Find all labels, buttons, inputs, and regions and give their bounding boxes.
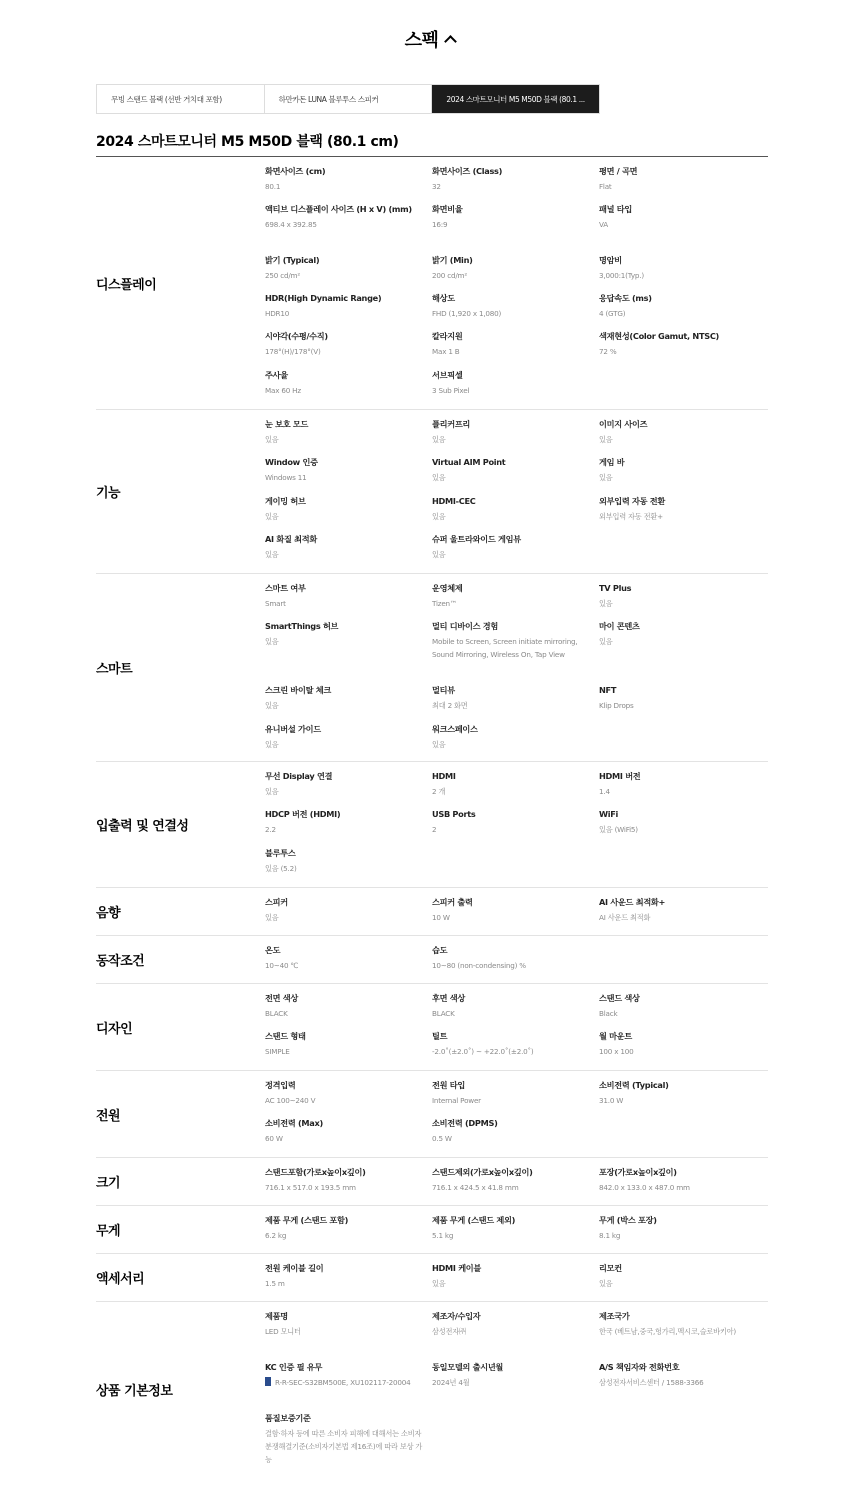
spec-value: 결함·하자 등에 따른 소비자 피해에 대해서는 소비자분쟁해결기준(소비자기본법 제16조)에 따라 보상 가능 bbox=[265, 1429, 423, 1464]
spec-header bbox=[0, 26, 860, 52]
spec-value: 있음 bbox=[432, 550, 446, 559]
spec-label: 스탠드 형태 bbox=[265, 1031, 306, 1041]
spec-section bbox=[96, 410, 768, 574]
spec-value: 있음 bbox=[599, 637, 613, 646]
spec-value: 100 x 100 bbox=[599, 1047, 634, 1056]
spec-item bbox=[599, 165, 761, 193]
spec-value: 3 Sub Pixel bbox=[432, 386, 470, 395]
spec-label: 전면 색상 bbox=[265, 993, 298, 1003]
spec-item bbox=[432, 533, 594, 561]
spec-item bbox=[432, 495, 594, 523]
spec-item bbox=[265, 330, 427, 358]
spec-value: 3,000:1(Typ.) bbox=[599, 271, 644, 280]
spec-item bbox=[265, 418, 427, 446]
spec-label: 유니버설 가이드 bbox=[265, 724, 321, 734]
spec-label: 정격입력 bbox=[265, 1080, 296, 1090]
spec-label: 동일모델의 출시년월 bbox=[432, 1362, 504, 1372]
spec-value: 있음 bbox=[265, 787, 279, 796]
spec-value: Internal Power bbox=[432, 1096, 481, 1105]
spec-item bbox=[599, 896, 761, 924]
spec-toggle[interactable] bbox=[405, 26, 456, 52]
spec-label: 무선 Display 연결 bbox=[265, 771, 333, 781]
spec-label: 멀티 디바이스 경험 bbox=[432, 621, 498, 631]
spec-value: 716.1 x 517.0 x 193.5 mm bbox=[265, 1183, 356, 1192]
spec-section bbox=[96, 1206, 768, 1254]
spec-section bbox=[96, 1158, 768, 1206]
spec-value: BLACK bbox=[432, 1009, 455, 1018]
spec-value: 31.0 W bbox=[599, 1096, 624, 1105]
spec-value: 178°(H)/178°(V) bbox=[265, 347, 321, 356]
spec-section bbox=[96, 762, 768, 888]
spec-item bbox=[599, 330, 761, 358]
spec-item bbox=[432, 992, 594, 1020]
spec-value: 외부입력 자동 전환+ bbox=[599, 512, 663, 521]
spec-item bbox=[265, 1214, 427, 1242]
spec-value-text: R-R-SEC-S32BM500E, XU102117-20004 bbox=[275, 1378, 411, 1387]
spec-value: 있음 bbox=[432, 1279, 446, 1288]
spec-value: Klip Drops bbox=[599, 701, 634, 710]
spec-value: 있음 bbox=[265, 637, 279, 646]
spec-value: VA bbox=[599, 220, 608, 229]
spec-item bbox=[265, 203, 427, 231]
spec-value: 있음 bbox=[432, 740, 446, 749]
spec-item bbox=[265, 1310, 427, 1338]
spec-value: BLACK bbox=[265, 1009, 288, 1018]
product-tabs bbox=[96, 84, 600, 114]
spec-title: 스펙 bbox=[404, 30, 439, 51]
tab-smart-monitor[interactable]: 2024 스마트모니터 M5 M50D 블랙 (80.1 ... bbox=[432, 85, 599, 113]
spec-label: 소비전력 (Max) bbox=[265, 1118, 323, 1128]
spec-item bbox=[432, 620, 594, 661]
spec-value: Tizen™ bbox=[432, 599, 457, 608]
spec-value: 8.1 kg bbox=[599, 1231, 621, 1240]
spec-label: 게임 바 bbox=[599, 457, 625, 467]
spec-value: 1.5 m bbox=[265, 1279, 285, 1288]
spec-label: 제조자/수입자 bbox=[432, 1311, 481, 1321]
spec-item bbox=[432, 1262, 594, 1290]
spec-item bbox=[599, 808, 761, 836]
spec-label: 소비전력 (DPMS) bbox=[432, 1118, 498, 1128]
spec-label: 액티브 디스플레이 사이즈 (H x V) (mm) bbox=[265, 204, 412, 214]
spec-label: 밝기 (Min) bbox=[432, 255, 473, 265]
spec-item bbox=[265, 847, 427, 875]
spec-value: 한국 (베트남,중국,헝가리,멕시코,슬로바키아) bbox=[599, 1327, 737, 1336]
spec-label: 제품 무게 (스탠드 제외) bbox=[432, 1215, 516, 1225]
spec-item bbox=[599, 1262, 761, 1290]
spec-item bbox=[265, 1412, 427, 1466]
spec-value: 최대 2 화면 bbox=[432, 701, 468, 710]
spec-value: 있음 bbox=[265, 740, 279, 749]
spec-item bbox=[265, 944, 427, 972]
spec-value: 있음 bbox=[265, 435, 279, 444]
chevron-up-icon bbox=[445, 35, 458, 48]
spec-label: 화면비율 bbox=[432, 204, 463, 214]
spec-item bbox=[599, 992, 761, 1020]
spec-item bbox=[265, 992, 427, 1020]
spec-item bbox=[265, 684, 427, 712]
spec-item bbox=[265, 533, 427, 561]
spec-item bbox=[599, 292, 761, 320]
spec-value: 5.1 kg bbox=[432, 1231, 454, 1240]
spec-label: 스크린 바이탈 체크 bbox=[265, 685, 331, 695]
spec-label: 게이밍 허브 bbox=[265, 496, 306, 506]
spec-label: 패널 타입 bbox=[599, 204, 632, 214]
spec-label: SmartThings 허브 bbox=[265, 621, 339, 631]
spec-value: 16:9 bbox=[432, 220, 448, 229]
spec-item bbox=[265, 456, 427, 484]
spec-label: 월 마운트 bbox=[599, 1031, 632, 1041]
spec-value: 4 (GTG) bbox=[599, 309, 626, 318]
spec-category: 액세서리 bbox=[96, 1272, 145, 1287]
kc-mark-icon bbox=[265, 1377, 271, 1386]
spec-value: 있음 bbox=[265, 550, 279, 559]
spec-label: KC 인증 필 유무 bbox=[265, 1362, 323, 1372]
spec-value: AC 100~240 V bbox=[265, 1096, 316, 1105]
spec-label: 습도 bbox=[432, 945, 448, 955]
spec-label: 외부입력 자동 전환 bbox=[599, 496, 665, 506]
spec-value: 10~80 (non-condensing) % bbox=[432, 961, 526, 970]
spec-value: AI 사운드 최적화 bbox=[599, 913, 651, 922]
spec-value: 80.1 bbox=[265, 182, 281, 191]
spec-item bbox=[599, 620, 761, 648]
spec-label: 주사율 bbox=[265, 370, 288, 380]
spec-item bbox=[432, 896, 594, 924]
spec-value: Max 60 Hz bbox=[265, 386, 301, 395]
spec-category: 음향 bbox=[96, 906, 121, 921]
spec-label: 색재현성(Color Gamut, NTSC) bbox=[599, 331, 719, 341]
spec-value: 있음 bbox=[599, 599, 613, 608]
spec-value: Smart bbox=[265, 599, 286, 608]
spec-label: Window 인증 bbox=[265, 457, 318, 467]
spec-category: 기능 bbox=[96, 486, 121, 501]
spec-item bbox=[265, 369, 427, 397]
spec-label: 이미지 사이즈 bbox=[599, 419, 648, 429]
spec-value: 있음 bbox=[599, 473, 613, 482]
spec-item bbox=[432, 203, 594, 231]
spec-item bbox=[599, 582, 761, 610]
spec-section bbox=[96, 936, 768, 984]
spec-section bbox=[96, 574, 768, 762]
spec-value: 있음 bbox=[432, 512, 446, 521]
spec-value: 72 % bbox=[599, 347, 617, 356]
spec-value: Flat bbox=[599, 182, 612, 191]
spec-label: 스탠드 색상 bbox=[599, 993, 640, 1003]
spec-category: 디스플레이 bbox=[96, 277, 157, 293]
spec-item bbox=[432, 418, 594, 446]
spec-item bbox=[599, 418, 761, 446]
spec-label: 운영체제 bbox=[432, 583, 463, 593]
spec-label: HDMI 버전 bbox=[599, 771, 641, 781]
spec-item bbox=[599, 1310, 761, 1338]
spec-item bbox=[432, 770, 594, 798]
spec-item bbox=[432, 1361, 594, 1389]
spec-label: 눈 보호 모드 bbox=[265, 419, 309, 429]
spec-label: AI 화질 최적화 bbox=[265, 534, 317, 544]
spec-label: 소비전력 (Typical) bbox=[599, 1080, 669, 1090]
spec-value: SIMPLE bbox=[265, 1047, 290, 1056]
spec-label: 서브픽셀 bbox=[432, 370, 463, 380]
spec-value: 있음 bbox=[432, 435, 446, 444]
spec-label: 시야각(수평/수직) bbox=[265, 331, 328, 341]
spec-value: 2 개 bbox=[432, 787, 446, 796]
spec-item bbox=[432, 165, 594, 193]
spec-value: 842.0 x 133.0 x 487.0 mm bbox=[599, 1183, 690, 1192]
spec-item bbox=[599, 1030, 761, 1058]
spec-item bbox=[265, 896, 427, 924]
spec-value: Windows 11 bbox=[265, 473, 307, 482]
spec-value: 716.1 x 424.5 x 41.8 mm bbox=[432, 1183, 519, 1192]
spec-item bbox=[265, 808, 427, 836]
spec-item bbox=[432, 1166, 594, 1194]
spec-value: 60 W bbox=[265, 1134, 283, 1143]
spec-item bbox=[432, 456, 594, 484]
spec-value: 2 bbox=[432, 825, 437, 834]
spec-item bbox=[599, 495, 761, 523]
spec-label: 명암비 bbox=[599, 255, 622, 265]
spec-item bbox=[599, 254, 761, 282]
spec-label: 평면 / 곡면 bbox=[599, 166, 638, 176]
spec-item bbox=[432, 1214, 594, 1242]
spec-label: 온도 bbox=[265, 945, 281, 955]
spec-label: 응답속도 (ms) bbox=[599, 293, 652, 303]
spec-label: HDCP 버전 (HDMI) bbox=[265, 809, 341, 819]
spec-item bbox=[265, 1361, 427, 1389]
spec-value: 6.2 kg bbox=[265, 1231, 287, 1240]
spec-value: 10 W bbox=[432, 913, 450, 922]
spec-item bbox=[599, 1079, 761, 1107]
spec-value: HDR10 bbox=[265, 309, 290, 318]
spec-label: 밝기 (Typical) bbox=[265, 255, 320, 265]
tab-moving-stand[interactable]: 무빙 스탠드 블랙 (선반 거치대 포함) bbox=[97, 85, 265, 113]
spec-label: AI 사운드 최적화+ bbox=[599, 897, 666, 907]
spec-category: 무게 bbox=[96, 1224, 121, 1239]
spec-item bbox=[599, 203, 761, 231]
spec-label: 스피커 출력 bbox=[432, 897, 473, 907]
spec-category: 입출력 및 연결성 bbox=[96, 819, 189, 834]
spec-item bbox=[432, 254, 594, 282]
spec-label: 스탠드포함(가로x높이x깊이) bbox=[265, 1167, 366, 1177]
spec-label: 무게 (박스 포장) bbox=[599, 1215, 657, 1225]
spec-label: WiFi bbox=[599, 809, 619, 819]
spec-category: 스마트 bbox=[96, 662, 133, 677]
spec-section bbox=[96, 1254, 768, 1302]
spec-label: 품질보증기준 bbox=[265, 1413, 311, 1423]
spec-item bbox=[265, 495, 427, 523]
spec-label: HDMI-CEC bbox=[432, 496, 476, 506]
spec-item bbox=[265, 770, 427, 798]
spec-item bbox=[599, 456, 761, 484]
spec-label: A/S 책임자와 전화번호 bbox=[599, 1362, 680, 1372]
spec-value: 삼성전자서비스센터 / 1588-3366 bbox=[599, 1378, 704, 1387]
spec-label: HDMI bbox=[432, 771, 456, 781]
spec-label: 마이 콘텐츠 bbox=[599, 621, 640, 631]
spec-label: 플리커프리 bbox=[432, 419, 471, 429]
spec-category: 상품 기본정보 bbox=[96, 1384, 173, 1399]
spec-label: HDR(High Dynamic Range) bbox=[265, 293, 382, 303]
spec-label: 워크스페이스 bbox=[432, 724, 478, 734]
spec-label: 리모컨 bbox=[599, 1263, 622, 1273]
spec-label: 제조국가 bbox=[599, 1311, 630, 1321]
spec-label: 칼라지원 bbox=[432, 331, 463, 341]
spec-section bbox=[96, 888, 768, 936]
spec-label: NFT bbox=[599, 685, 617, 695]
spec-label: TV Plus bbox=[599, 583, 632, 593]
spec-value: LED 모니터 bbox=[265, 1327, 301, 1336]
spec-value: 있음 bbox=[265, 913, 279, 922]
spec-label: 제품 무게 (스탠드 포함) bbox=[265, 1215, 349, 1225]
spec-value: 2.2 bbox=[265, 825, 276, 834]
spec-label: 스마트 여부 bbox=[265, 583, 306, 593]
spec-label: 전원 타입 bbox=[432, 1080, 465, 1090]
spec-item bbox=[432, 1079, 594, 1107]
spec-category: 전원 bbox=[96, 1108, 121, 1124]
spec-item bbox=[432, 944, 594, 972]
spec-label: 화면사이즈 (cm) bbox=[265, 166, 326, 176]
spec-value bbox=[265, 1376, 427, 1389]
spec-value: 있음 bbox=[599, 435, 613, 444]
spec-value: 10~40 ℃ bbox=[265, 961, 299, 970]
spec-item bbox=[265, 1117, 427, 1145]
spec-label: 제품명 bbox=[265, 1311, 288, 1321]
spec-value: 있음 bbox=[432, 473, 446, 482]
spec-label: 블루투스 bbox=[265, 848, 296, 858]
spec-section bbox=[96, 984, 768, 1071]
spec-label: 멀티뷰 bbox=[432, 685, 455, 695]
spec-value: 0.5 W bbox=[432, 1134, 452, 1143]
spec-item bbox=[265, 582, 427, 610]
spec-item bbox=[265, 620, 427, 648]
spec-value: Max 1 B bbox=[432, 347, 460, 356]
spec-value: 698.4 x 392.85 bbox=[265, 220, 317, 229]
spec-item bbox=[265, 165, 427, 193]
spec-item bbox=[432, 723, 594, 751]
spec-item bbox=[265, 723, 427, 751]
spec-label: 화면사이즈 (Class) bbox=[432, 166, 503, 176]
spec-item bbox=[599, 1214, 761, 1242]
spec-label: 틸트 bbox=[432, 1031, 448, 1041]
spec-item bbox=[432, 292, 594, 320]
spec-label: 해상도 bbox=[432, 293, 455, 303]
spec-category: 동작조건 bbox=[96, 954, 145, 969]
spec-category: 크기 bbox=[96, 1176, 121, 1191]
spec-label: 포장(가로x높이x깊이) bbox=[599, 1167, 677, 1177]
spec-item bbox=[432, 808, 594, 836]
spec-item bbox=[432, 369, 594, 397]
spec-value: 있음 bbox=[599, 1279, 613, 1288]
spec-item bbox=[432, 684, 594, 712]
spec-item bbox=[432, 330, 594, 358]
spec-value: 200 cd/m² bbox=[432, 271, 468, 280]
spec-item bbox=[265, 1166, 427, 1194]
spec-item bbox=[432, 1030, 594, 1058]
spec-item bbox=[265, 1262, 427, 1290]
spec-item bbox=[432, 582, 594, 610]
spec-label: 스탠드제외(가로x높이x깊이) bbox=[432, 1167, 533, 1177]
spec-label: Virtual AIM Point bbox=[432, 457, 506, 467]
spec-item bbox=[265, 254, 427, 282]
spec-section bbox=[96, 1302, 768, 1477]
spec-item bbox=[599, 1166, 761, 1194]
spec-value: 2024년 4월 bbox=[432, 1378, 470, 1387]
tab-luna-speaker[interactable]: 하만카돈 LUNA 블루투스 스피커 bbox=[265, 85, 433, 113]
spec-item bbox=[432, 1117, 594, 1145]
spec-value: 삼성전자㈜ bbox=[432, 1327, 466, 1336]
spec-item bbox=[265, 1030, 427, 1058]
spec-item bbox=[265, 1079, 427, 1107]
spec-value: -2.0˚(±2.0˚) ~ +22.0˚(±2.0˚) bbox=[432, 1047, 534, 1056]
spec-item bbox=[599, 1361, 761, 1389]
spec-label: 슈퍼 울트라와이드 게임뷰 bbox=[432, 534, 521, 544]
spec-value: 1.4 bbox=[599, 787, 610, 796]
spec-section bbox=[96, 157, 768, 410]
product-title: 2024 스마트모니터 M5 M50D 블랙 (80.1 cm) bbox=[96, 134, 399, 150]
spec-value: 32 bbox=[432, 182, 441, 191]
spec-value: 있음 (5.2) bbox=[265, 864, 297, 873]
spec-label: 전원 케이블 길이 bbox=[265, 1263, 324, 1273]
spec-item bbox=[599, 770, 761, 798]
spec-value: 250 cd/m² bbox=[265, 271, 301, 280]
spec-label: HDMI 케이블 bbox=[432, 1263, 482, 1273]
spec-value: Black bbox=[599, 1009, 618, 1018]
spec-section bbox=[96, 1071, 768, 1158]
spec-category: 디자인 bbox=[96, 1021, 133, 1037]
spec-value: 있음 bbox=[265, 701, 279, 710]
spec-label: 스피커 bbox=[265, 897, 288, 907]
spec-value: 있음 bbox=[265, 512, 279, 521]
spec-item bbox=[432, 1310, 594, 1338]
spec-label: 후면 색상 bbox=[432, 993, 465, 1003]
spec-value: 있음 (WiFi5) bbox=[599, 825, 638, 834]
spec-item bbox=[599, 684, 761, 712]
spec-value: Mobile to Screen, Screen initiate mirroring, Sound Mirroring, Wireless On, Tap View bbox=[432, 637, 578, 659]
spec-item bbox=[265, 292, 427, 320]
spec-value: FHD (1,920 x 1,080) bbox=[432, 309, 502, 318]
spec-label: USB Ports bbox=[432, 809, 476, 819]
